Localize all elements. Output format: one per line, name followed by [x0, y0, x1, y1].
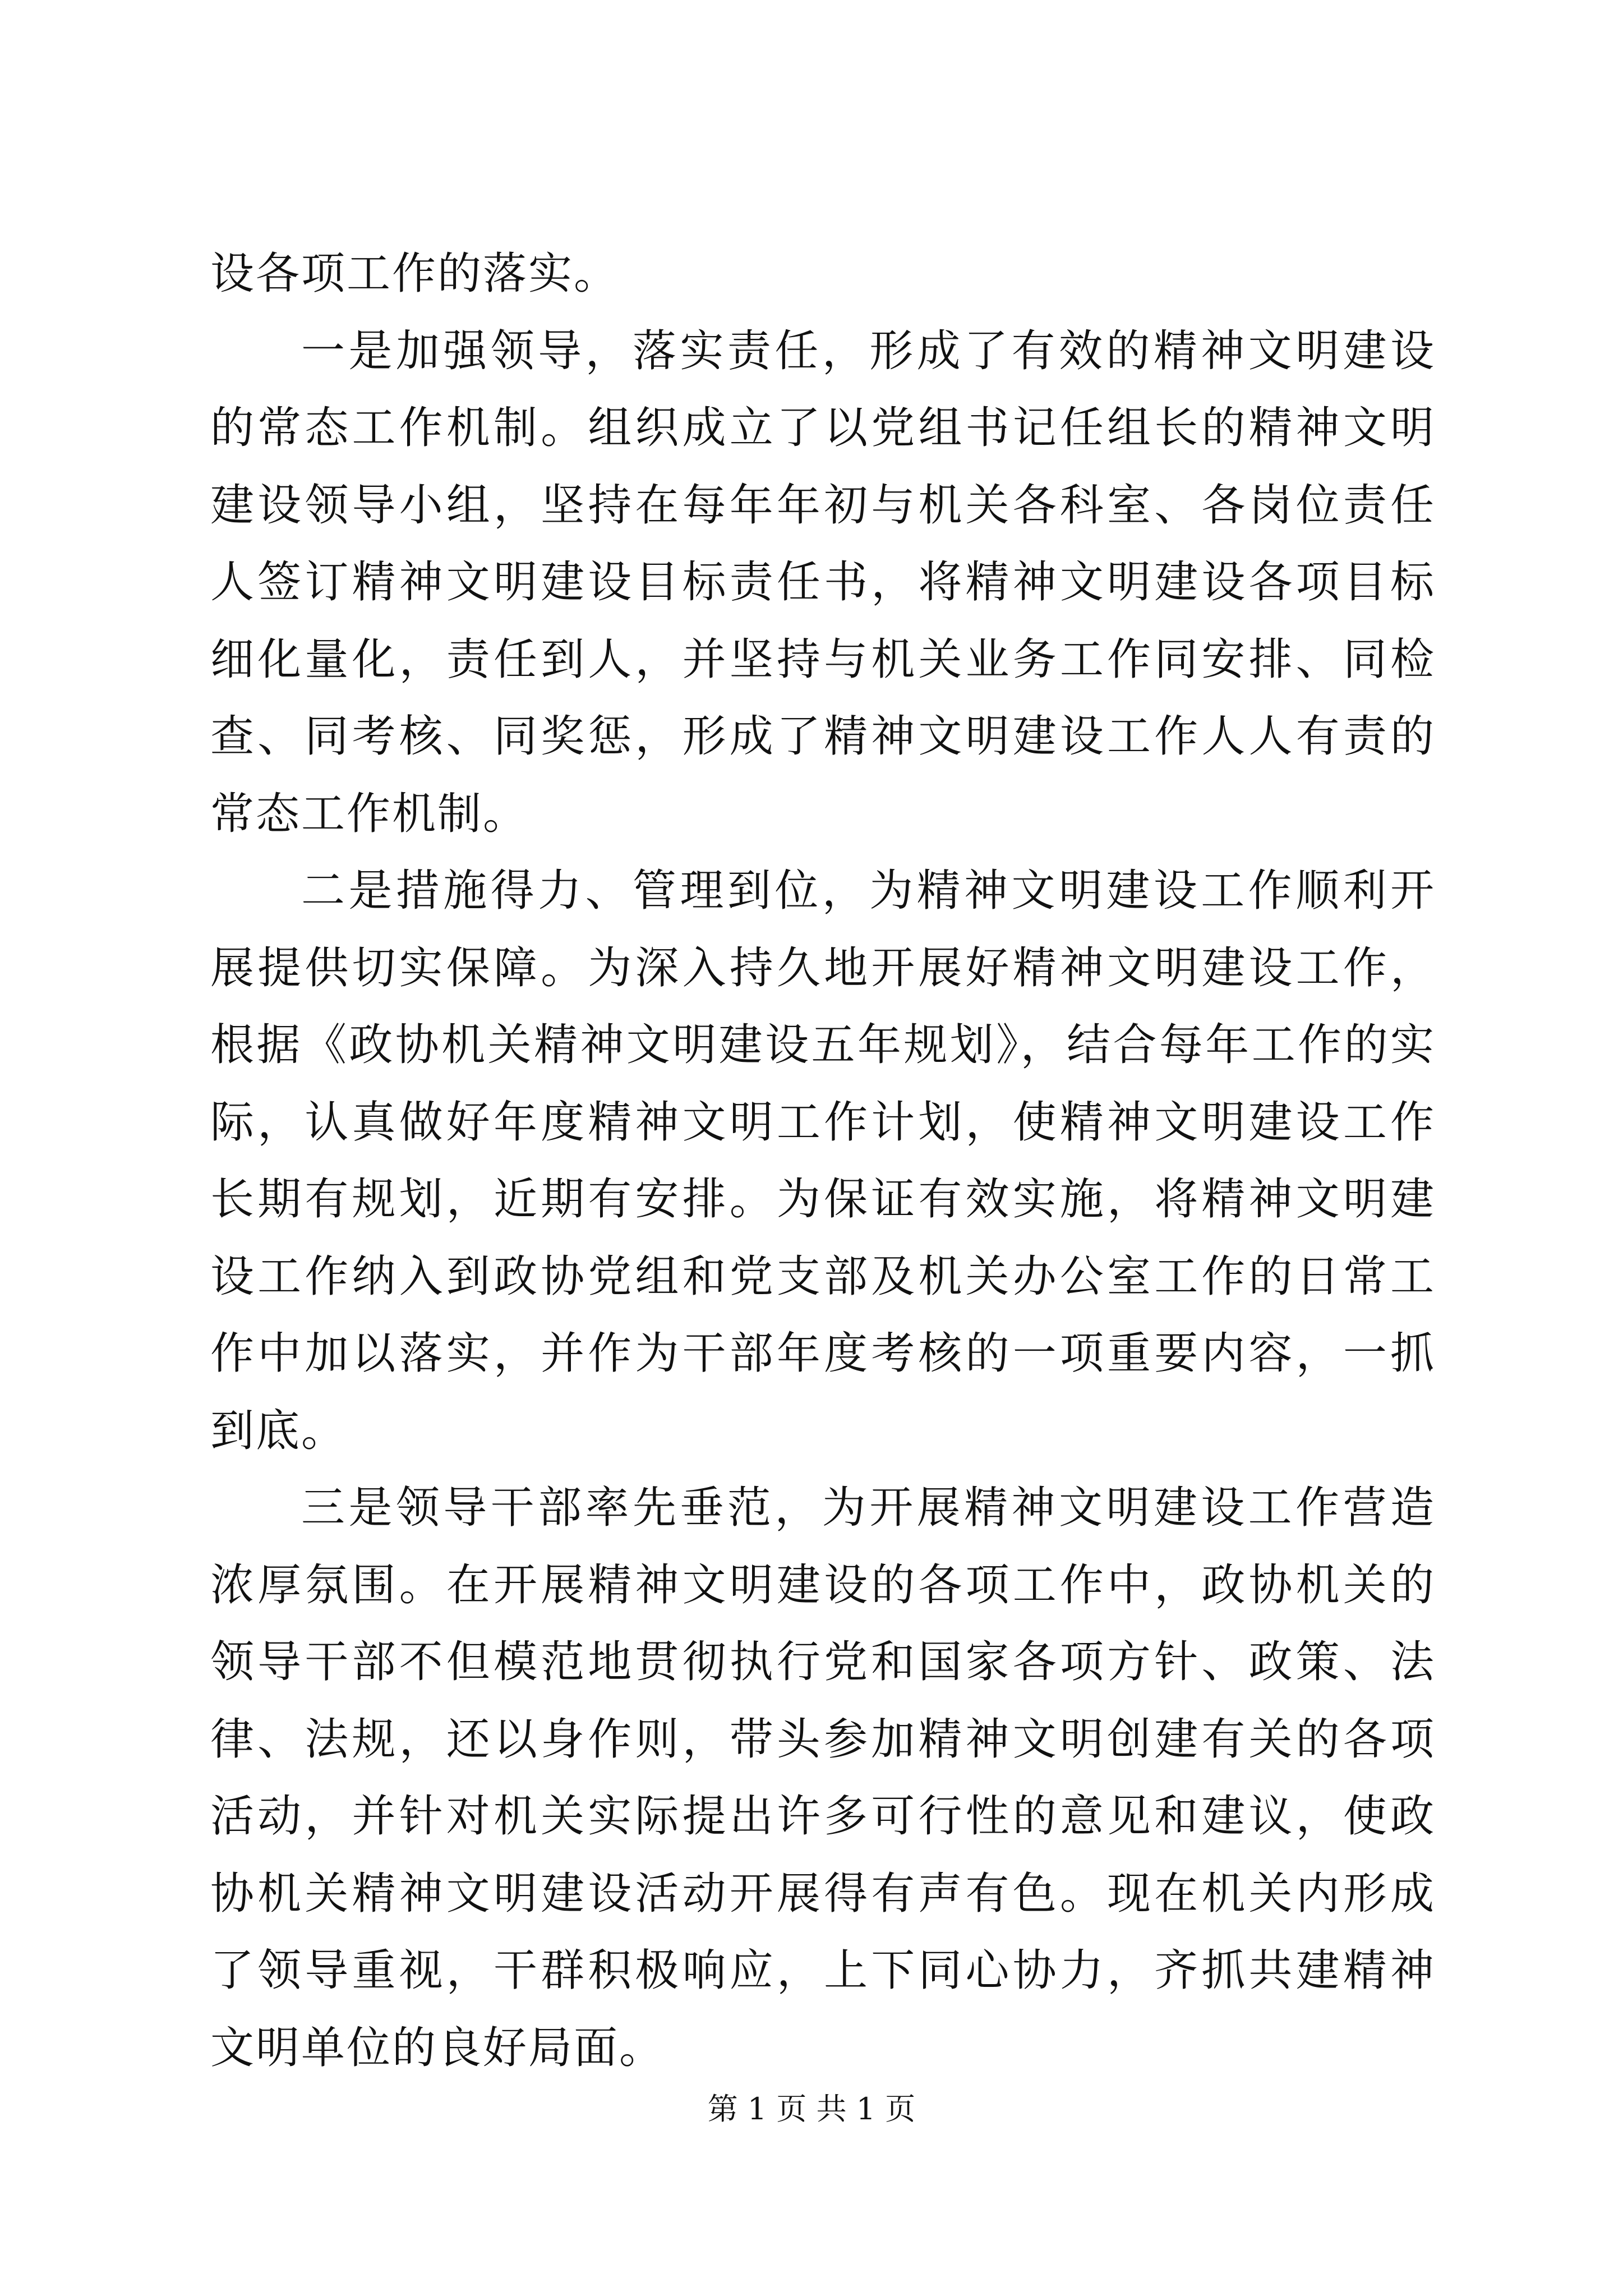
- document-body: [210, 236, 1436, 2087]
- paragraph-measures: 二是措施得力、管理到位，为精神文明建设工作顺利开展提供切实保障。为深入持久地开展好精神文明建设工作，根据《政协机关精神文明建设五年规划》，结合每年工作的实际，认真做好年度精神文明工作计划，使精神文明建设工作长期有规划，近期有安排。为保证有效实施，将精神文明建设工作纳入到政协党组和党支部及机关办公室工作的日常工作中加以落实，并作为干部年度考核的一项重要内容，一抓到底。: [210, 866, 1436, 1456]
- paragraph-continuation: 设各项工作的落实。: [210, 249, 620, 299]
- paragraph-leadership: 一是加强领导，落实责任，形成了有效的精神文明建设的常态工作机制。组织成立了以党组书记任组长的精神文明建设领导小组，坚持在每年年初与机关各科室、各岗位责任人签订精神文明建设目标责任书，将精神文明建设各项目标细化量化，责任到人，并坚持与机关业务工作同安排、同检查、同考核、同奖惩，形成了精神文明建设工作人人有责的常态工作机制。: [210, 325, 1436, 839]
- paragraph-role-model: 三是领导干部率先垂范，为开展精神文明建设工作营造浓厚氛围。在开展精神文明建设的各项工作中，政协机关的领导干部不但模范地贯彻执行党和国家各项方针、政策、法律、法规，还以身作则，带头参加精神文明创建有关的各项活动，并针对机关实际提出许多可行性的意见和建议，使政协机关精神文明建设活动开展得有声有色。现在机关内形成了领导重视，干群积极响应，上下同心协力，齐抓共建精神文明单位的良好局面。: [210, 1483, 1436, 2073]
- page-footer: 第 1 页 共 1 页: [707, 2091, 916, 2127]
